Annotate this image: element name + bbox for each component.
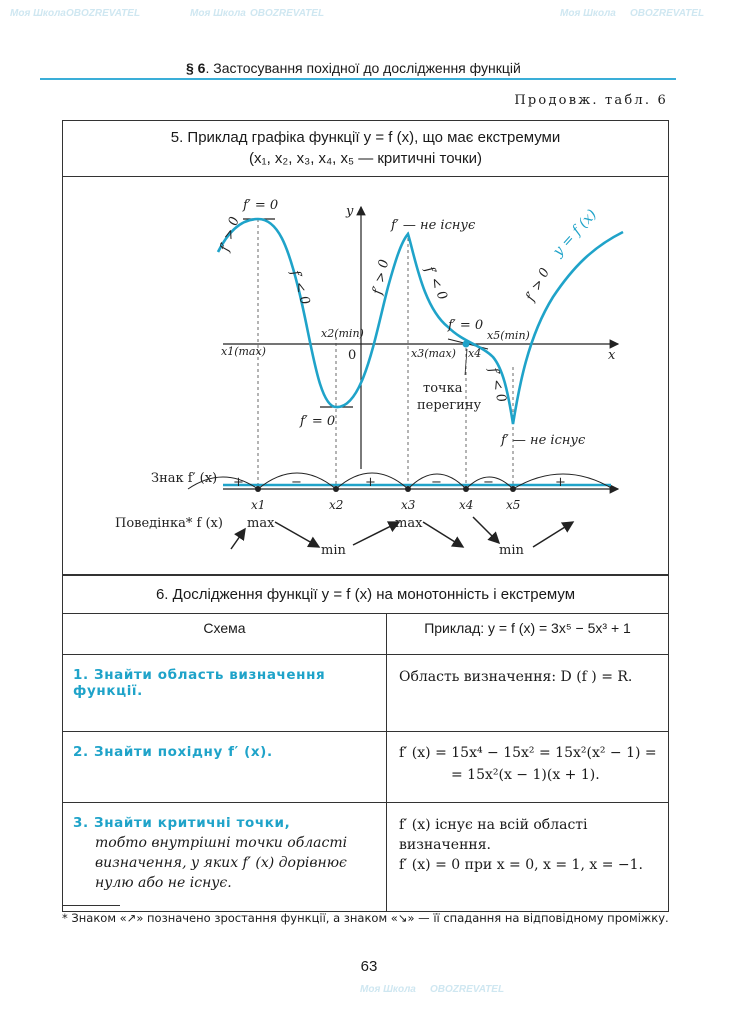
sign-point (333, 486, 339, 492)
sign-x2: x2 (329, 498, 344, 512)
arrow-decrease (275, 522, 319, 547)
watermark-text: OBOZREVATEL (250, 8, 325, 19)
block5-title-line1: 5. Приклад графіка функції y = f (x), що має екстремуми (170, 129, 561, 146)
step-detail: тобто внутрішні точки області визначення, у яких f′ (x) дорівнює нулю або не існує. (95, 835, 348, 891)
axis-label-y: y (346, 204, 354, 219)
sign-point (405, 486, 411, 492)
inflection-label-1: точка (423, 381, 463, 396)
label-fprime-pos-3: f′ > 0 (523, 265, 554, 304)
arrow-increase (353, 522, 399, 545)
block5-title (62, 120, 669, 176)
behavior-max: max (395, 516, 423, 531)
running-header (0, 56, 738, 86)
function-graph (63, 177, 668, 574)
inflection-label-2: перегину (417, 398, 482, 413)
table-row (63, 732, 669, 803)
section-number: § 6 (186, 60, 206, 76)
block6-title: 6. Дослідження функції y = f (x) на монотонність і екстремум (62, 575, 669, 613)
table-row (63, 803, 669, 912)
example-text: Область визначення: D (f ) = R. (399, 669, 633, 685)
sign-point (510, 486, 516, 492)
example-cell (387, 655, 669, 732)
label-x4: x4 (468, 347, 482, 360)
behavior-row-label: Поведінка* f (x) (115, 516, 223, 531)
label-x1: x1(max) (221, 345, 266, 358)
example-text: f′ (x) = 15x⁴ − 15x² = 15x²(x² − 1) = (399, 745, 657, 761)
column-header-schema: Схема (63, 614, 387, 655)
label-fprime-zero-x4: f′ = 0 (448, 318, 484, 333)
example-text: f′ (x) = 0 при x = 0, x = 1, x = −1. (399, 857, 643, 873)
sign-x3: x3 (401, 498, 416, 512)
example-text: f′ (x) існує на всій області визначення. (399, 817, 588, 853)
graph-panel (62, 176, 669, 575)
behavior-min: min (499, 543, 524, 558)
label-fprime-pos-1: f′ > 0 (217, 215, 243, 254)
example-cell (387, 732, 669, 803)
arrow-decrease (423, 522, 463, 547)
schema-table (62, 613, 669, 912)
step-cell (63, 803, 387, 912)
header-rule (40, 78, 676, 80)
sign-x5: x5 (506, 498, 521, 512)
label-fprime-pos-2: f′ > 0 (370, 258, 393, 296)
label-fprime-none-x3: f′ — не існує (391, 218, 476, 233)
block5-title-line2: (x₁, x₂, x₃, x₄, x₅ — критичні точки) (249, 150, 482, 167)
step-text: 1. Знайти область визначення функції. (73, 667, 326, 699)
table-header-row (63, 614, 669, 655)
example-text: = 15x²(x − 1)(x + 1). (451, 767, 600, 783)
sign-minus: − (431, 475, 442, 490)
label-fprime-zero-min: f′ = 0 (300, 414, 336, 429)
sign-point (463, 486, 469, 492)
step-text: 3. Знайти критичні точки, (73, 815, 291, 831)
sign-x4: x4 (459, 498, 474, 512)
arrow-increase (231, 529, 245, 549)
watermark-text: OBOZREVATEL (630, 8, 705, 19)
arrow-decrease (473, 517, 499, 543)
label-fprime-neg-2: f′ < 0 (421, 264, 450, 303)
step-cell (63, 655, 387, 732)
watermark-text: Моя Школа (190, 8, 246, 19)
label-x2: x2(min) (321, 327, 364, 340)
label-x5: x5(min) (487, 329, 530, 342)
inflection-pointer (465, 349, 467, 375)
section-title-text: . Застосування похідної до дослідження функцій (205, 60, 521, 76)
step-text: 2. Знайти похідну f′ (x). (73, 744, 273, 760)
label-fprime-neg-3: f′ < 0 (485, 366, 509, 405)
table-row (63, 655, 669, 732)
watermark-text: Моя Школа (10, 8, 66, 19)
label-fprime-none-x5: f′ — не існує (501, 433, 586, 448)
behavior-max: max (247, 516, 275, 531)
footnote-rule (62, 905, 120, 906)
page-number: 63 (360, 958, 378, 975)
sign-plus: + (555, 475, 566, 490)
axis-label-x: x (608, 348, 616, 363)
arrow-increase (533, 522, 573, 547)
footnote: * Знаком «↗» позначено зростання функції, а знаком «↘» — її спадання на відповідному проміжку. (62, 911, 669, 925)
origin-label: 0 (348, 348, 357, 363)
section-title (186, 60, 521, 76)
label-fprime-zero-max: f′ = 0 (243, 198, 279, 213)
label-x3: x3(max) (411, 347, 456, 360)
watermark-text: Моя Школа (360, 984, 416, 995)
sign-minus: − (483, 475, 494, 490)
table-continued-label: Продовж. табл. 6 (514, 93, 668, 108)
step-cell (63, 732, 387, 803)
sign-minus: − (291, 475, 302, 490)
label-fprime-neg-1: f′ < 0 (287, 268, 313, 307)
curve-label: y = f (x) (550, 206, 601, 260)
sign-point (255, 486, 261, 492)
watermark-text: OBOZREVATEL (66, 8, 141, 19)
example-cell (387, 803, 669, 912)
behavior-min: min (321, 543, 346, 558)
sign-row-label: Знак f′ (x) (151, 471, 218, 486)
sign-plus: + (233, 475, 244, 490)
sign-plus: + (365, 475, 376, 490)
column-header-example: Приклад: y = f (x) = 3x⁵ − 5x³ + 1 (387, 614, 669, 655)
sign-x1: x1 (251, 498, 266, 512)
watermark-text: Моя Школа (560, 8, 616, 19)
watermark-text: OBOZREVATEL (430, 984, 505, 995)
